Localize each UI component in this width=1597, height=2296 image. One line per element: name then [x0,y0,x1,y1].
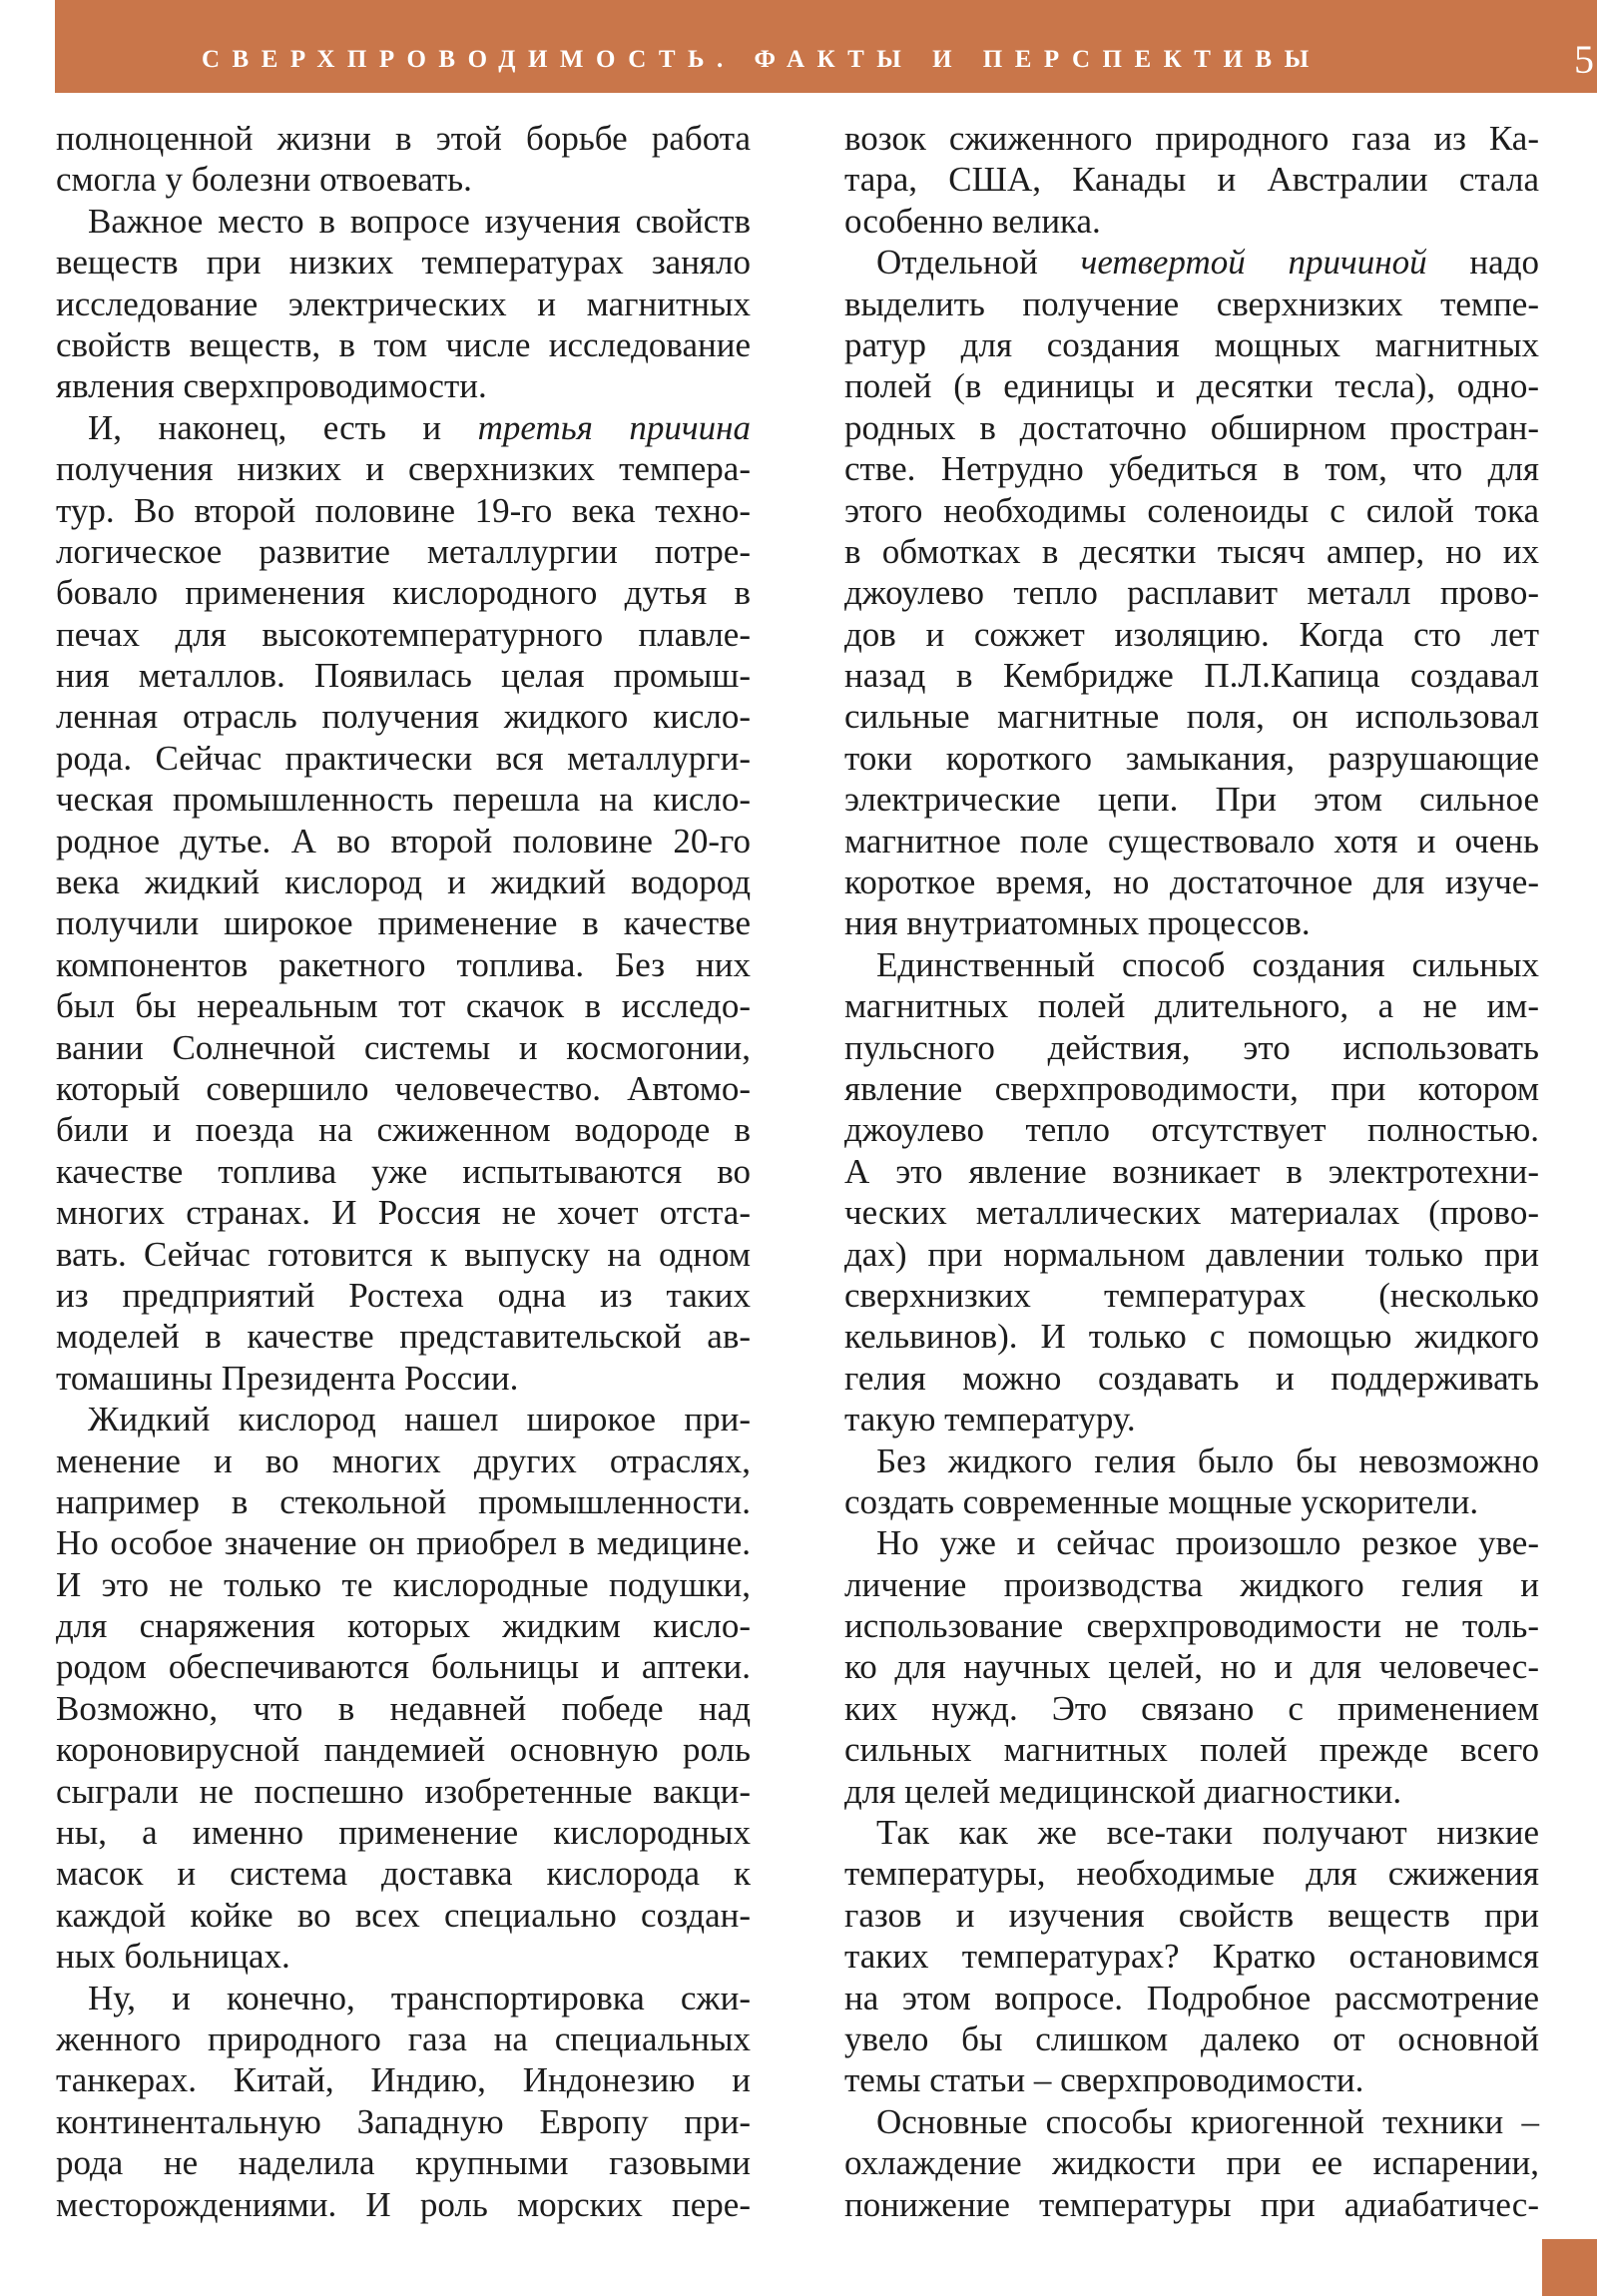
text-line: ко для научных целей, но и для человечес- [844,1647,1539,1687]
text-line: месторождениями. И роль морских пере- [56,2184,751,2224]
text-line: на этом вопросе. Подробное рассмотрение [844,1978,1539,2017]
italic-emphasis: третья причина [477,407,751,447]
text-column-right [844,118,1539,2225]
text-line: этого необходимы соленоиды с силой тока [844,490,1539,530]
text-line: ческая промышленность перешла на кисло- [56,780,751,820]
text-line: моделей в качестве представительской ав- [56,1317,751,1357]
text-line: в обмотках в десятки тысяч ампер, но их [844,531,1539,571]
text-line: выделить получение сверхнизких темпе- [844,284,1539,323]
text-line: дов и сожжет изоляцию. Когда сто лет [844,614,1539,654]
text-line: рода не наделила крупными газовыми [56,2143,751,2183]
text-line: ратур для создания мощных магнитных [844,324,1539,364]
text-line: масок и система доставка кислорода к [56,1854,751,1894]
paragraph [56,118,751,201]
text-segment: Отдельной [876,243,1081,283]
text-line: Жидкий кислород нашел широкое при- [88,1400,751,1439]
paragraph [844,1812,1539,2101]
paragraph [56,407,751,1399]
text-line: особенно велика. [844,201,1101,241]
text-line: тара, США, Канады и Австралии стала [844,160,1539,200]
text-line: А это явление возникает в электротехни- [844,1151,1539,1191]
text-line [844,242,1539,283]
text-line: вать. Сейчас готовится к выпуску на одном [56,1234,751,1274]
text-line: ческих металлических материалах (прово- [844,1193,1539,1233]
text-line: охлаждение жидкости при ее испарении, [844,2143,1539,2183]
text-line: исследование электрических и магнитных [56,284,751,323]
text-line: такую температуру. [844,1400,1136,1439]
text-line: сверхнизких температурах (несколько [844,1275,1539,1315]
text-line: кельвинов). И только с помощью жидкого [844,1317,1539,1357]
text-line: веществ при низких температурах заняло [56,243,751,283]
text-line: каждой койке во всех специально создан- [56,1895,751,1935]
text-line: назад в Кембридже П.Л.Капица создавал [844,656,1539,696]
text-line: вании Солнечной системы и космогонии, [56,1027,751,1067]
text-line: многих странах. И Россия не хочет отста- [56,1193,751,1233]
text-line: Без жидкого гелия было бы невозможно [876,1440,1539,1480]
text-line: менение и во многих других отраслях, [56,1440,751,1480]
text-line: магнитных полей длительного, а не им- [844,986,1539,1026]
text-line: томашины Президента России. [56,1358,519,1398]
text-line: полноценной жизни в этой борьбе работа [56,119,751,158]
text-line: дах) при нормальном давлении только при [844,1234,1539,1274]
text-line: таких температурах? Кратко остановимся [844,1937,1539,1977]
paragraph [844,1440,1539,1523]
paragraph [844,118,1539,242]
text-line: Так как же все-таки получают низкие [876,1813,1539,1853]
text-line: из предприятий Ростеха одна из таких [56,1275,751,1315]
italic-emphasis: четвертой причиной [1080,243,1427,283]
text-line: бовало применения кислородного дутья в [56,573,751,613]
paragraph [844,1522,1539,1812]
paragraph [56,201,751,407]
text-line: Возможно, что в недавней победе над [56,1688,751,1728]
text-line: магнитное поле существовало хотя и очень [844,821,1539,861]
text-line: полей (в единицы и десятки тесла), одно- [844,366,1539,406]
page-number: 5 [1574,37,1594,82]
text-line: Но особое значение он приобрел в медицине. [56,1523,751,1563]
text-segment: И, наконец, есть и [88,407,478,447]
text-line: получили широкое применение в качестве [56,903,751,943]
text-line: явление сверхпроводимости, при котором [844,1068,1539,1108]
text-line: джоулево тепло расплавит металл прово- [844,573,1539,613]
text-line: континентальную Западную Европу при- [56,2101,751,2141]
text-line: для снаряжения которых жидким кисло- [56,1606,751,1646]
text-line: ких нужд. Это связано с применением [844,1688,1539,1728]
text-line: сильных магнитных полей прежде всего [844,1730,1539,1770]
text-segment: надо [1426,243,1540,283]
text-line: били и поезда на сжиженном водороде в [56,1110,751,1150]
text-line: танкерах. Китай, Индию, Индонезию и [56,2060,751,2100]
text-line: свойств веществ, в том числе исследование [56,324,751,364]
text-line: тур. Во второй половине 19-го века техно- [56,490,751,530]
text-line: Единственный способ создания сильных [876,944,1539,984]
text-line: понижение температуры при адиабатичес- [844,2184,1539,2224]
text-line: качестве топлива уже испытываются во [56,1151,751,1191]
text-line: логическое развитие металлургии потре- [56,531,751,571]
text-line: ных больницах. [56,1937,290,1977]
text-line: сыграли не поспешно изобретенные вакци- [56,1771,751,1811]
paragraph [844,2101,1539,2225]
text-line: печах для высокотемпературного плавле- [56,614,751,654]
text-line: родное дутье. А во второй половине 20-го [56,821,751,861]
text-line: Ну, и конечно, транспортировка сжи- [88,1978,751,2017]
text-line: темы статьи – сверхпроводимости. [844,2060,1364,2100]
paragraph [844,944,1539,1440]
text-line: сильные магнитные поля, он использовал [844,697,1539,737]
text-line: например в стекольной промышленности. [56,1481,751,1521]
text-line: родом обеспечиваются больницы и аптеки. [56,1647,751,1687]
paragraph [56,1978,751,2225]
text-line: джоулево тепло отсутствует полностью. [844,1110,1539,1150]
text-line: века жидкий кислород и жидкий водород [56,862,751,902]
text-line: рода. Сейчас практически вся металлурги- [56,738,751,778]
text-line: ны, а именно применение кислородных [56,1813,751,1853]
text-line: увело бы слишком далеко от основной [844,2018,1539,2058]
text-line: ния металлов. Появилась целая промыш- [56,656,751,696]
text-line: температуры, необходимые для сжижения [844,1854,1539,1894]
text-line: смогла у болезни отвоевать. [56,160,472,200]
text-line: использование сверхпроводимости не толь- [844,1606,1539,1646]
text-line: получения низких и сверхнизких темпера- [56,449,751,489]
corner-decoration [1542,2239,1597,2296]
text-line: родных в достаточно обширном простран- [844,407,1539,447]
text-line: возок сжиженного природного газа из Ка- [844,119,1539,158]
text-line: создать современные мощные ускорители. [844,1481,1479,1521]
text-line: короновирусной пандемией основную роль [56,1730,751,1770]
text-line: электрические цепи. При этом сильное [844,780,1539,820]
text-line: И это не только те кислородные подушки, [56,1564,751,1604]
text-line: компонентов ракетного топлива. Без них [56,944,751,984]
text-line: токи короткого замыкания, разрушающие [844,738,1539,778]
text-line: гелия можно создавать и поддерживать [844,1358,1539,1398]
text-line: женного природного газа на специальных [56,2018,751,2058]
text-line: пульсного действия, это использовать [844,1027,1539,1067]
text-line: личение производства жидкого гелия и [844,1564,1539,1604]
text-line: который совершило человечество. Автомо- [56,1068,751,1108]
text-line: ния внутриатомных процессов. [844,903,1311,943]
running-header-bar [55,0,1597,93]
paragraph [56,1399,751,1977]
text-line: для целей медицинской диагностики. [844,1771,1402,1811]
text-line: ленная отрасль получения жидкого кисло- [56,697,751,737]
text-line: Но уже и сейчас произошло резкое уве- [876,1523,1539,1563]
text-line: Важное место в вопросе изучения свойств [88,201,751,241]
text-line: короткое время, но достаточное для изуче- [844,862,1539,902]
paragraph [844,242,1539,944]
text-line: был бы нереальным тот скачок в исследо- [56,986,751,1026]
text-line [56,407,751,448]
text-line: газов и изучения свойств веществ при [844,1895,1539,1935]
running-header-title: СВЕРХПРОВОДИМОСТЬ. ФАКТЫ И ПЕРСПЕКТИВЫ [202,46,1322,73]
text-column-left [56,118,751,2225]
text-line: явления сверхпроводимости. [56,366,487,406]
text-line: стве. Нетрудно убедиться в том, что для [844,449,1539,489]
text-line: Основные способы криогенной техники – [876,2101,1539,2141]
